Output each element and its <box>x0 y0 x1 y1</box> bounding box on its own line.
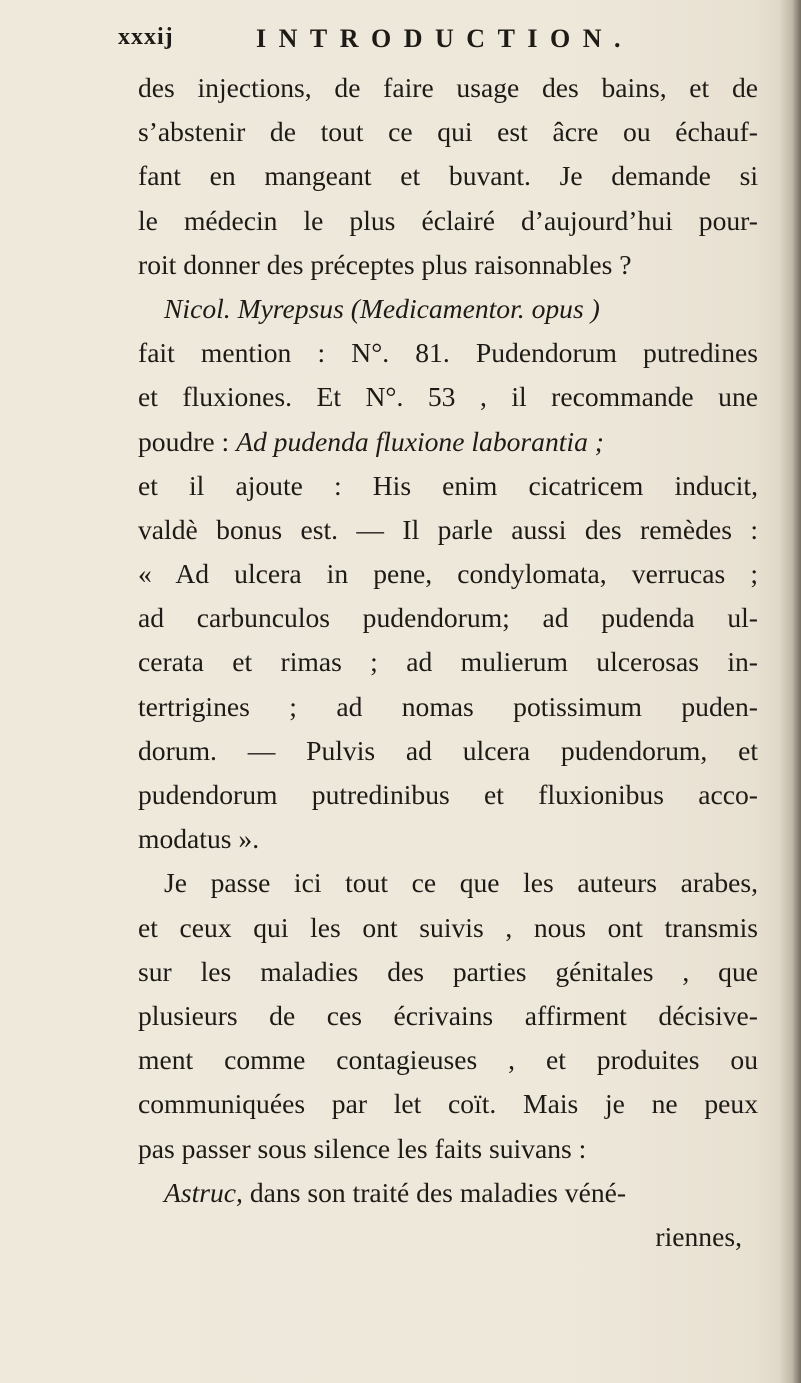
line-text: communiquées par let coït. Mais je ne peux <box>138 1088 758 1120</box>
line-text: pudendorum putredinibus et fluxionibus acco- <box>138 779 758 810</box>
italic-author-name: Astruc, <box>164 1176 243 1208</box>
line-text: « Ad ulcera in pene, condylomata, verrucas ; <box>138 558 758 590</box>
text-line <box>138 640 758 684</box>
text-line <box>138 1127 758 1171</box>
body-text <box>138 66 758 1259</box>
line-text: tertrigines ; ad nomas potissimum puden- <box>138 690 758 722</box>
line-text: plusieurs de ces écrivains affirment décisive- <box>138 999 758 1031</box>
line-text: et fluxiones. Et N°. 53 , il recommande une <box>138 381 758 413</box>
line-text: pas passer sous silence les faits suivans : <box>138 1132 587 1164</box>
line-text: poudre : <box>138 425 237 457</box>
text-line <box>138 110 758 154</box>
text-line <box>138 420 758 464</box>
text-line <box>138 552 758 596</box>
text-line <box>138 861 758 905</box>
text-line <box>138 464 758 508</box>
text-line <box>138 1038 758 1082</box>
text-line <box>138 287 758 331</box>
line-text: roit donner des préceptes plus raisonnables ? <box>138 248 632 280</box>
line-text: s’abstenir de tout ce qui est âcre ou échauf- <box>138 116 758 148</box>
line-text: sur les maladies des parties génitales , que <box>138 955 758 987</box>
text-line <box>138 331 758 375</box>
text-line <box>138 508 758 552</box>
text-line <box>138 66 758 110</box>
line-text: ment comme contagieuses , et produites ou <box>138 1044 758 1076</box>
text-line <box>138 685 758 729</box>
line-text: dans son traité des maladies véné- <box>242 1176 627 1208</box>
text-line <box>138 243 758 287</box>
text-line <box>138 906 758 950</box>
text-line <box>138 1082 758 1126</box>
page-header <box>118 20 748 60</box>
running-title: INTRODUCTION. <box>256 24 634 53</box>
text-line <box>138 154 758 198</box>
line-text: et il ajoute : His enim cicatricem inducit, <box>138 469 758 501</box>
text-line <box>138 817 758 861</box>
italic-citation: Nicol. Myrepsus (Medicamentor. opus ) <box>164 292 600 324</box>
text-line <box>138 1171 758 1215</box>
catchword: riennes, <box>655 1220 742 1252</box>
line-text: Je passe ici tout ce que les auteurs arabes, <box>164 867 758 899</box>
text-line <box>138 950 758 994</box>
italic-quote: Ad pudenda fluxione laborantia ; <box>236 425 604 457</box>
catchword-line <box>138 1215 758 1259</box>
line-text: valdè bonus est. — Il parle aussi des remèdes : <box>138 513 758 545</box>
line-text: fait mention : N°. 81. Pudendorum putredines <box>138 337 758 369</box>
text-line <box>138 773 758 817</box>
line-text: ad carbunculos pudendorum; ad pudenda ul- <box>138 602 758 634</box>
text-line <box>138 994 758 1038</box>
text-line <box>138 199 758 243</box>
text-line <box>138 375 758 419</box>
line-text: et ceux qui les ont suivis , nous ont transmis <box>138 911 758 943</box>
line-text: fant en mangeant et buvant. Je demande si <box>138 160 758 192</box>
text-line <box>138 729 758 773</box>
text-line <box>138 596 758 640</box>
page-edge-shadow <box>779 0 801 1383</box>
line-text: le médecin le plus éclairé d’aujourd’hui pour- <box>138 204 758 236</box>
line-text: cerata et rimas ; ad mulierum ulcerosas in- <box>138 646 758 678</box>
line-text: des injections, de faire usage des bains, et de <box>138 72 758 103</box>
line-text: modatus ». <box>138 823 260 855</box>
line-text: dorum. — Pulvis ad ulcera pudendorum, et <box>138 734 758 766</box>
page-number: xxxij <box>118 24 174 50</box>
